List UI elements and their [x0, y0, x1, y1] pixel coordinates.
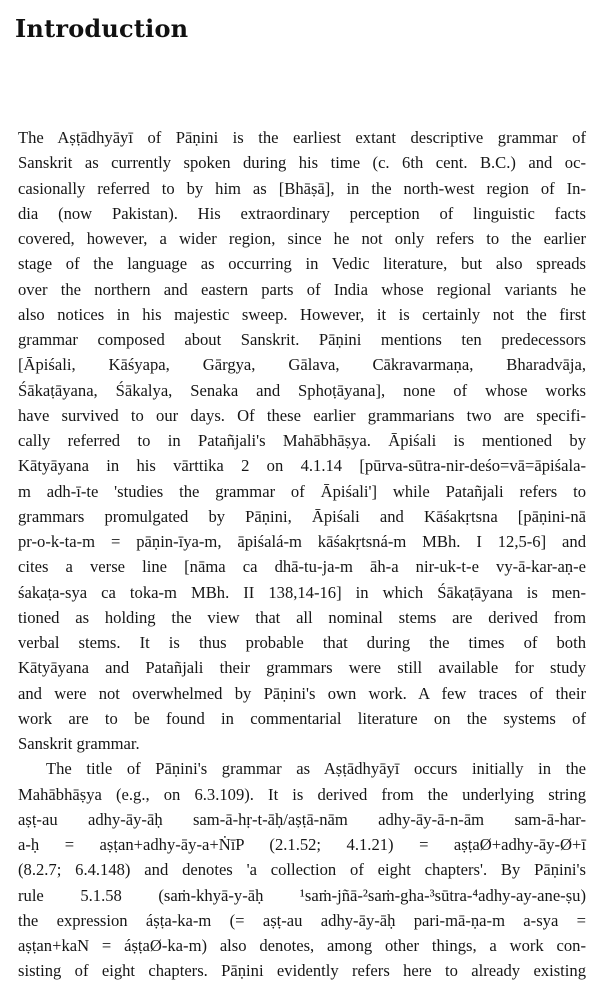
text-line: pr-o-k-ta-m = pāṇin-īya-m, āpiśalá-m kāśakṛtsná-m MBh. I 12,5-6] and	[18, 532, 586, 551]
text-line: m adh-ī-te 'studies the grammar of Āpiśali'] while Patañjali refers to	[18, 481, 586, 501]
text-line: have survived to our days. Of these earlier grammarians two are specifi-	[18, 405, 586, 425]
text-line: the expression áṣṭa-ka-m (= aṣṭ-au adhy-āy-āḥ pari-mā-ṇa-m a-sya =	[18, 910, 586, 930]
text-line: Kātyāyana and Patañjali their grammars were still available for study	[18, 658, 586, 678]
text-line: Śākaṭāyana, Śākalya, Senaka and Sphoṭāyana], none of whose works	[18, 380, 586, 400]
text-line: Sanskrit grammar.	[18, 734, 140, 753]
text-line: rule 5.1.58 (saṁ-khyā-y-āḥ ¹saṁ-jñā-²saṁ-gha-³sūtra-⁴adhy-ay-ane-ṣu)	[18, 885, 586, 905]
text-line: dia (now Pakistan). His extraordinary perception of linguistic facts	[18, 203, 586, 223]
paragraph-2	[18, 756, 586, 983]
text-line: also notices in his majestic sweep. However, it is certainly not the first	[18, 304, 586, 324]
text-line: cites a verse line [nāma ca dhā-tu-ja-m āh-a nir-uk-t-e vy-ā-kar-aṇ-e	[18, 557, 586, 577]
text-line: casionally referred to by him as [Bhāṣā], in the north-west region of In-	[18, 178, 586, 198]
text-line: cally referred to in Patañjali's Mahābhāṣya. Āpiśali is mentioned by	[18, 431, 586, 450]
text-line: grammars promulgated by Pāṇini, Āpiśali and Kāśakṛtsna [pāṇini-nā	[18, 506, 586, 526]
text-line: śakaṭa-sya ca toka-m MBh. II 138,14-16] in which Śākaṭāyana is men-	[18, 582, 586, 602]
text-line: and were not overwhelmed by Pāṇini's own work. A few traces of their	[18, 683, 586, 703]
text-line: a-ḥ = aṣṭan+adhy-āy-a+ṄīP (2.1.52; 4.1.21) = aṣṭaØ+adhy-āy-Ø+ī	[18, 835, 586, 854]
text-line: The Aṣṭādhyāyī of Pāṇini is the earliest extant descriptive grammar of	[18, 128, 586, 147]
text-line: The title of Pāṇini's grammar as Aṣṭādhyāyī occurs initially in the	[46, 759, 586, 779]
text-line: over the northern and eastern parts of India whose regional variants he	[18, 279, 586, 299]
text-line: stage of the language as occurring in Vedic literature, but also spreads	[18, 254, 586, 274]
body-text	[18, 125, 586, 984]
text-line: tioned as holding the view that all nominal stems are derived from	[18, 607, 586, 627]
text-line: Kātyāyana in his vārttika 2 on 4.1.14 [pūrva-sūtra-nir-deśo=vā=āpiśala-	[18, 456, 586, 476]
text-line: sisting of eight chapters. Pāṇini evidently refers here to already existing	[18, 961, 586, 981]
text-line: (8.2.7; 6.4.148) and denotes 'a collection of eight chapters'. By Pāṇini's	[18, 860, 586, 880]
text-line: aṣṭan+kaN = áṣṭaØ-ka-m) also denotes, among other things, a work con-	[18, 936, 586, 955]
paragraph-1	[18, 125, 586, 756]
text-line: verbal stems. It is thus probable that during the times of both	[18, 633, 586, 652]
page-title: Introduction	[15, 14, 189, 43]
text-line: aṣṭ-au adhy-āy-āḥ sam-ā-hṛ-t-āḥ/aṣṭā-nām adhy-āy-ā-n-ām sam-ā-har-	[18, 809, 586, 829]
text-line: work are to be found in commentarial literature on the systems of	[18, 708, 586, 728]
text-line: [Āpiśali, Kāśyapa, Gārgya, Gālava, Cākravarmaṇa, Bharadvāja,	[18, 355, 586, 375]
text-line: Sanskrit as currently spoken during his time (c. 6th cent. B.C.) and oc-	[18, 153, 586, 173]
text-line: grammar composed about Sanskrit. Pāṇini mentions ten predecessors	[18, 330, 586, 349]
text-line: Mahābhāṣya (e.g., on 6.3.109). It is derived from the underlying string	[18, 784, 586, 804]
text-line: covered, however, a wider region, since he not only refers to the earlier	[18, 229, 586, 248]
